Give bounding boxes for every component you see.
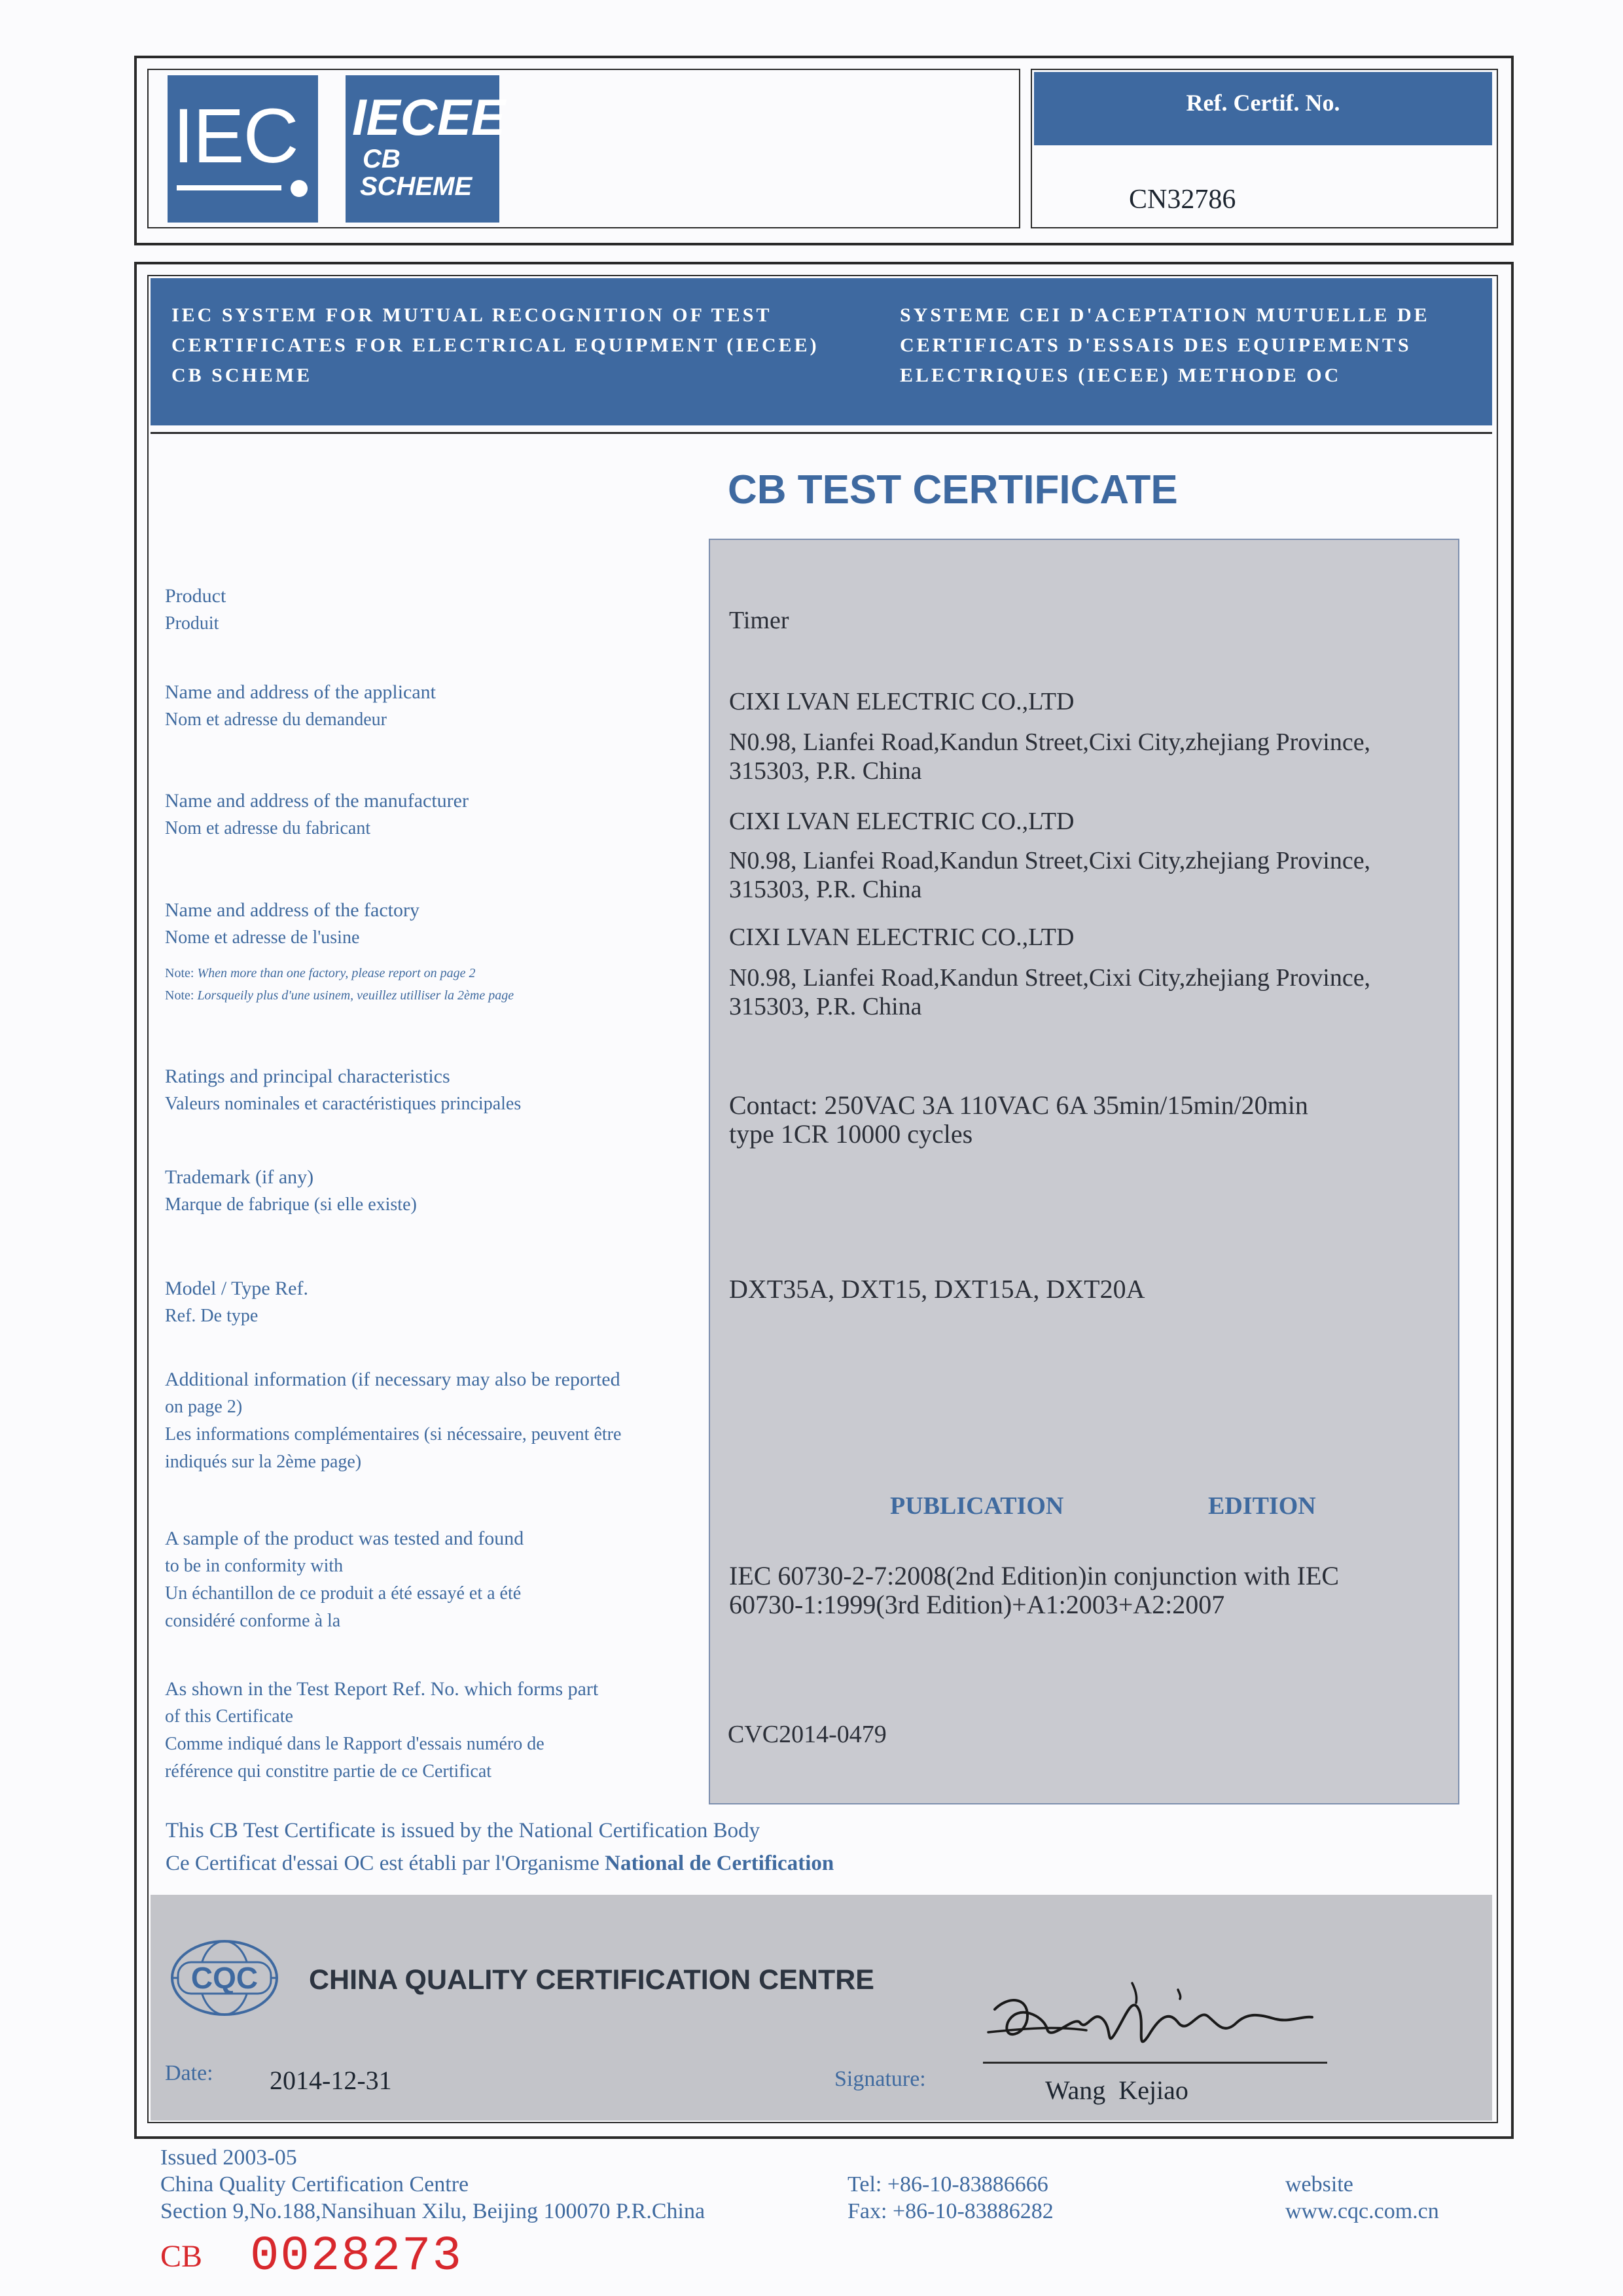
- applicant-address-2: 315303, P.R. China: [729, 757, 922, 785]
- label-ratings-en: Ratings and principal characteristics: [165, 1066, 450, 1087]
- banner-rule: [151, 432, 1492, 434]
- label-manufacturer-fr: Nom et adresse du fabricant: [165, 818, 371, 838]
- issued-statement-fr-text: Ce Certificat d'essai OC est établi par l'Organisme: [166, 1852, 605, 1875]
- applicant-address-1: N0.98, Lianfei Road,Kandun Street,Cixi City,zhejiang Province,: [729, 728, 1371, 756]
- ref-number: CN32786: [1129, 185, 1236, 215]
- issued-statement-fr-bold: National de Certification: [605, 1852, 834, 1875]
- edition-header: EDITION: [1208, 1492, 1316, 1520]
- date-label: Date:: [165, 2061, 213, 2085]
- ratings-line-1: Contact: 250VAC 3A 110VAC 6A 35min/15min/20min: [729, 1090, 1308, 1120]
- label-model: [165, 1275, 308, 1330]
- label-trademark-en: Trademark (if any): [165, 1166, 314, 1188]
- label-trademark: [165, 1164, 417, 1219]
- banner-fr-line-1: SYSTEME CEI D'ACEPTATION MUTUELLE DE: [900, 304, 1430, 326]
- manufacturer-name: CIXI LVAN ELECTRIC CO.,LTD: [729, 808, 1075, 835]
- cqc-logo-text: CQC: [190, 1961, 259, 1995]
- label-applicant-fr: Nom et adresse du demandeur: [165, 709, 387, 730]
- label-conformity-fr-1: Un échantillon de ce produit a été essayé et a été: [165, 1583, 522, 1604]
- cb-logo-text: CB: [363, 145, 401, 173]
- footer-website: www.cqc.com.cn: [1285, 2199, 1439, 2223]
- footer-org: China Quality Certification Centre: [160, 2172, 469, 2197]
- factory-address-2: 315303, P.R. China: [729, 993, 922, 1020]
- label-report-en-2: of this Certificate: [165, 1706, 293, 1727]
- handwritten-signature: [982, 1970, 1322, 2068]
- value-ratings: [729, 1091, 1308, 1149]
- label-report-en-1: As shown in the Test Report Ref. No. which forms part: [165, 1678, 599, 1700]
- serial-number: 0028273: [250, 2229, 463, 2284]
- applicant-name: CIXI LVAN ELECTRIC CO.,LTD: [729, 688, 1075, 715]
- ref-label-bar: [1034, 72, 1492, 145]
- factory-address-1: N0.98, Lianfei Road,Kandun Street,Cixi City,zhejiang Province,: [729, 964, 1371, 992]
- issued-statement-en: This CB Test Certificate is issued by the National Certification Body: [166, 1819, 760, 1842]
- publication-header: PUBLICATION: [890, 1492, 1064, 1520]
- ref-label: Ref. Certif. No.: [1186, 90, 1340, 116]
- serial-prefix: CB: [160, 2239, 203, 2274]
- label-additional-en-2: on page 2): [165, 1397, 243, 1417]
- manufacturer-address-1: N0.98, Lianfei Road,Kandun Street,Cixi City,zhejiang Province,: [729, 847, 1371, 874]
- banner-fr: [900, 300, 1430, 391]
- label-manufacturer-en: Name and address of the manufacturer: [165, 790, 469, 812]
- footer-address: Section 9,No.188,Nansihuan Xilu, Beijing 100070 P.R.China: [160, 2199, 705, 2223]
- iec-logo-text: IEC: [173, 93, 298, 179]
- factory-note-en: [165, 962, 514, 984]
- issued-statement-fr: [166, 1847, 834, 1880]
- conformity-line-1: IEC 60730-2-7:2008(2nd Edition)in conjunction with IEC: [729, 1561, 1340, 1590]
- iec-logo: [168, 75, 318, 223]
- banner-en-line-1: IEC SYSTEM FOR MUTUAL RECOGNITION OF TEST: [171, 304, 772, 326]
- label-model-en: Model / Type Ref.: [165, 1278, 308, 1299]
- issued-statement: [166, 1814, 834, 1880]
- factory-note-fr-prefix: Note:: [165, 988, 194, 1003]
- footer-tel: Tel: +86-10-83886666: [847, 2172, 1048, 2197]
- scheme-logo-text: SCHEME: [360, 172, 473, 201]
- label-product: [165, 583, 226, 637]
- label-additional: [165, 1366, 621, 1476]
- label-ratings-fr: Valeurs nominales et caractéristiques principales: [165, 1094, 522, 1114]
- label-applicant: [165, 679, 436, 734]
- iec-logo-bar: [177, 185, 281, 190]
- footer-website-label: website: [1285, 2172, 1353, 2197]
- date-value: 2014-12-31: [270, 2066, 392, 2095]
- label-conformity-en-2: to be in conformity with: [165, 1556, 344, 1576]
- iecee-logo: [346, 75, 506, 223]
- label-applicant-en: Name and address of the applicant: [165, 681, 437, 703]
- signature-line: [983, 2062, 1327, 2064]
- label-factory-en: Name and address of the factory: [165, 899, 420, 921]
- factory-name: CIXI LVAN ELECTRIC CO.,LTD: [729, 924, 1075, 951]
- banner-fr-line-2: CERTIFICATS D'ESSAIS DES EQUIPEMENTS: [900, 334, 1412, 356]
- label-report: [165, 1676, 598, 1785]
- signatory-name: Wang Kejiao: [1045, 2075, 1188, 2105]
- signature-label: Signature:: [834, 2067, 926, 2091]
- footer-web: [1285, 2171, 1439, 2225]
- iec-logo-dot: [291, 180, 308, 197]
- label-model-fr: Ref. De type: [165, 1306, 259, 1326]
- value-manufacturer: [729, 807, 1370, 904]
- label-report-fr-2: référence qui constitre partie de ce Certificat: [165, 1761, 492, 1782]
- factory-note-en-prefix: Note:: [165, 966, 194, 980]
- label-additional-en-1: Additional information (if necessary may also be reported: [165, 1369, 620, 1390]
- factory-note-en-text: When more than one factory, please report on page 2: [197, 966, 476, 980]
- label-factory: [165, 897, 419, 952]
- label-trademark-fr: Marque de fabrique (si elle existe): [165, 1194, 417, 1215]
- certificate-title: CB TEST CERTIFICATE: [728, 467, 1178, 512]
- iecee-banner: [151, 278, 1492, 425]
- cqc-logo: [169, 1939, 280, 2017]
- label-conformity: [165, 1525, 524, 1635]
- ratings-line-2: type 1CR 10000 cycles: [729, 1119, 973, 1149]
- factory-note-fr: [165, 984, 514, 1007]
- certifier-name: CHINA QUALITY CERTIFICATION CENTRE: [309, 1964, 874, 1996]
- value-conformity: [729, 1562, 1339, 1619]
- factory-note: [165, 962, 514, 1007]
- footer-contact: [847, 2171, 1054, 2225]
- label-additional-fr-1: Les informations complémentaires (si nécessaire, peuvent être: [165, 1424, 622, 1444]
- label-factory-fr: Nome et adresse de l'usine: [165, 927, 360, 948]
- banner-en-line-2: CERTIFICATES FOR ELECTRICAL EQUIPMENT (IECEE): [171, 334, 819, 356]
- value-product: Timer: [729, 607, 789, 634]
- label-additional-fr-2: indiqués sur la 2ème page): [165, 1452, 362, 1472]
- value-applicant: [729, 687, 1370, 785]
- banner-fr-line-3: ELECTRIQUES (IECEE) METHODE OC: [900, 365, 1342, 386]
- label-ratings: [165, 1063, 521, 1118]
- label-report-fr-1: Comme indiqué dans le Rapport d'essais numéro de: [165, 1734, 544, 1754]
- signature-stroke-1: [995, 2000, 1312, 2041]
- value-report: CVC2014-0479: [728, 1721, 887, 1748]
- footer-left: [160, 2144, 705, 2225]
- banner-en-line-3: CB SCHEME: [171, 365, 313, 386]
- conformity-line-2: 60730-1:1999(3rd Edition)+A1:2003+A2:2007: [729, 1590, 1225, 1619]
- label-conformity-en-1: A sample of the product was tested and found: [165, 1528, 524, 1549]
- factory-note-fr-text: Lorsqueily plus d'une usinem, veuillez utilliser la 2ème page: [197, 988, 514, 1003]
- footer-fax: Fax: +86-10-83886282: [847, 2199, 1054, 2223]
- label-product-fr: Produit: [165, 613, 219, 634]
- label-conformity-fr-2: considéré conforme à la: [165, 1611, 341, 1631]
- footer-issued: Issued 2003-05: [160, 2145, 297, 2170]
- value-factory: [729, 923, 1370, 1021]
- manufacturer-address-2: 315303, P.R. China: [729, 876, 922, 903]
- label-product-en: Product: [165, 585, 226, 607]
- banner-en: [171, 300, 819, 391]
- label-manufacturer: [165, 787, 469, 842]
- iecee-logo-text: IECEE: [352, 88, 506, 146]
- value-model: DXT35A, DXT15, DXT15A, DXT20A: [729, 1274, 1145, 1304]
